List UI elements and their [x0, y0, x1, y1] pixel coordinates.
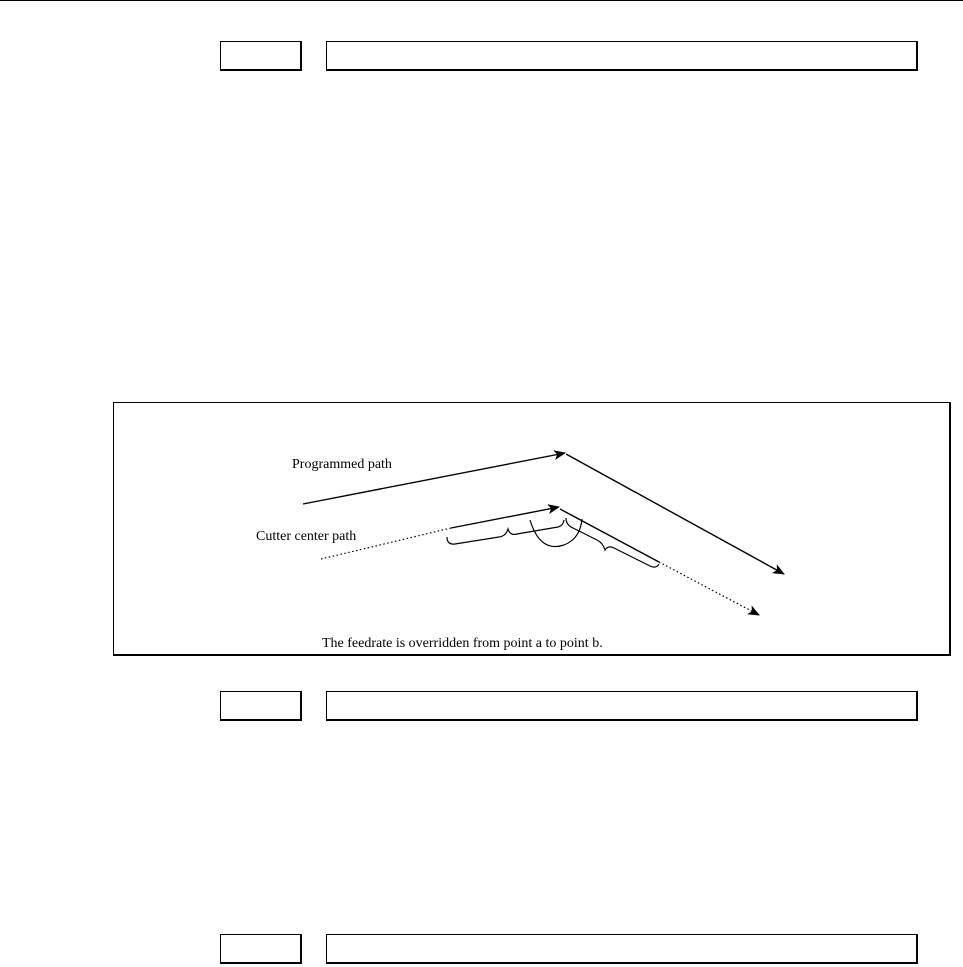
parameter-description-box	[326, 41, 918, 71]
brace-point-b	[566, 518, 659, 567]
parameter-row-3	[0, 934, 963, 966]
feedrate-override-figure	[113, 402, 951, 656]
cutter-path-solid-segment-1	[451, 507, 559, 528]
figure-caption: The feedrate is overridden from point a to point b.	[322, 636, 603, 651]
cutter-path-dotted-lead-out	[659, 562, 759, 615]
corner-angle-arc	[530, 519, 582, 547]
parameter-number-box	[220, 41, 302, 71]
parameter-number-box	[220, 934, 302, 964]
page-top-rule	[0, 0, 963, 1]
path-diagram	[114, 403, 952, 657]
programmed-path-segment-2	[566, 454, 784, 574]
cutter-center-path-label: Cutter center path	[256, 529, 357, 544]
brace-point-a	[447, 520, 564, 544]
programmed-path-label: Programmed path	[292, 457, 392, 472]
parameter-description-box	[326, 691, 918, 721]
parameter-row-1	[0, 41, 963, 73]
parameter-row-2	[0, 691, 963, 723]
parameter-number-box	[220, 691, 302, 721]
parameter-description-box	[326, 934, 918, 964]
cutter-path-solid-segment-2	[560, 509, 659, 562]
